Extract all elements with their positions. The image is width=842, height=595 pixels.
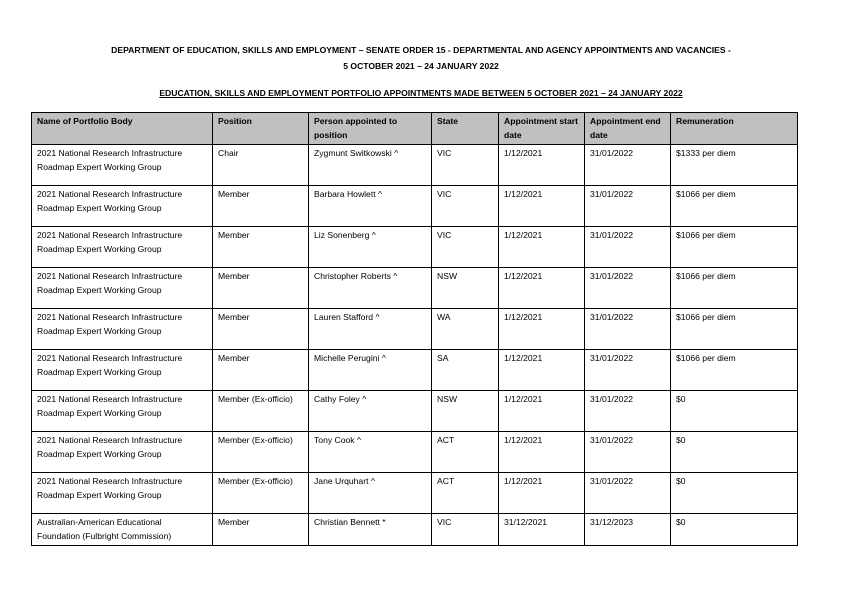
cell-portfolio-body: 2021 National Research Infrastructure Roadmap Expert Working Group [32, 309, 213, 350]
table-row [32, 391, 798, 432]
cell-position: Member (Ex-officio) [213, 391, 309, 432]
cell-person: Cathy Foley ^ [309, 391, 432, 432]
header-row [32, 113, 798, 145]
cell-remuneration: $0 [671, 432, 798, 473]
cell-remuneration: $1333 per diem [671, 145, 798, 186]
column-header-start-date: Appointment start date [499, 113, 585, 145]
cell-end-date: 31/01/2022 [585, 227, 671, 268]
cell-start-date: 1/12/2021 [499, 432, 585, 473]
cell-person: Tony Cook ^ [309, 432, 432, 473]
cell-remuneration: $0 [671, 391, 798, 432]
cell-remuneration: $1066 per diem [671, 309, 798, 350]
cell-position: Member (Ex-officio) [213, 473, 309, 514]
cell-state: VIC [432, 227, 499, 268]
column-header-remuneration: Remuneration [671, 113, 798, 145]
cell-portfolio-body: 2021 National Research Infrastructure Roadmap Expert Working Group [32, 186, 213, 227]
document-title-line2: 5 OCTOBER 2021 – 24 JANUARY 2022 [343, 61, 499, 71]
section-heading: EDUCATION, SKILLS AND EMPLOYMENT PORTFOLIO APPOINTMENTS MADE BETWEEN 5 OCTOBER 2021 – 24 JANUARY 2022 [159, 88, 683, 98]
cell-end-date: 31/01/2022 [585, 268, 671, 309]
cell-remuneration: $1066 per diem [671, 227, 798, 268]
column-header-end-date: Appointment end date [585, 113, 671, 145]
document-title [40, 42, 802, 74]
cell-portfolio-body: 2021 National Research Infrastructure Roadmap Expert Working Group [32, 473, 213, 514]
cell-portfolio-body: 2021 National Research Infrastructure Roadmap Expert Working Group [32, 145, 213, 186]
cell-start-date: 1/12/2021 [499, 309, 585, 350]
cell-position: Member [213, 186, 309, 227]
table-header [32, 113, 798, 145]
cell-state: VIC [432, 186, 499, 227]
cell-start-date: 1/12/2021 [499, 186, 585, 227]
column-header-person: Person appointed to position [309, 113, 432, 145]
cell-remuneration: $1066 per diem [671, 186, 798, 227]
cell-state: SA [432, 350, 499, 391]
cell-end-date: 31/01/2022 [585, 309, 671, 350]
cell-person: Liz Sonenberg ^ [309, 227, 432, 268]
cell-state: WA [432, 309, 499, 350]
cell-portfolio-body: 2021 National Research Infrastructure Roadmap Expert Working Group [32, 227, 213, 268]
table-row [32, 432, 798, 473]
cell-remuneration: $0 [671, 514, 798, 546]
cell-portfolio-body: 2021 National Research Infrastructure Roadmap Expert Working Group [32, 391, 213, 432]
cell-position: Member [213, 227, 309, 268]
cell-end-date: 31/01/2022 [585, 186, 671, 227]
cell-person: Michelle Perugini ^ [309, 350, 432, 391]
cell-person: Barbara Howlett ^ [309, 186, 432, 227]
table-row [32, 473, 798, 514]
cell-person: Christian Bennett * [309, 514, 432, 546]
cell-state: ACT [432, 432, 499, 473]
cell-person: Christopher Roberts ^ [309, 268, 432, 309]
cell-state: NSW [432, 268, 499, 309]
table-row [32, 145, 798, 186]
cell-person: Zygmunt Switkowski ^ [309, 145, 432, 186]
cell-remuneration: $1066 per diem [671, 350, 798, 391]
cell-end-date: 31/01/2022 [585, 473, 671, 514]
cell-state: NSW [432, 391, 499, 432]
cell-start-date: 1/12/2021 [499, 350, 585, 391]
cell-state: ACT [432, 473, 499, 514]
cell-state: VIC [432, 514, 499, 546]
cell-end-date: 31/12/2023 [585, 514, 671, 546]
cell-person: Lauren Stafford ^ [309, 309, 432, 350]
cell-end-date: 31/01/2022 [585, 432, 671, 473]
cell-position: Member [213, 350, 309, 391]
table-row [32, 350, 798, 391]
column-header-position: Position [213, 113, 309, 145]
cell-position: Member (Ex-officio) [213, 432, 309, 473]
cell-start-date: 1/12/2021 [499, 473, 585, 514]
table-row [32, 514, 798, 546]
cell-position: Member [213, 514, 309, 546]
cell-start-date: 31/12/2021 [499, 514, 585, 546]
appointments-table [31, 112, 798, 546]
cell-end-date: 31/01/2022 [585, 350, 671, 391]
cell-start-date: 1/12/2021 [499, 268, 585, 309]
cell-portfolio-body: 2021 National Research Infrastructure Roadmap Expert Working Group [32, 350, 213, 391]
cell-position: Member [213, 268, 309, 309]
table-row [32, 227, 798, 268]
cell-person: Jane Urquhart ^ [309, 473, 432, 514]
document-title-line1: DEPARTMENT OF EDUCATION, SKILLS AND EMPLOYMENT – SENATE ORDER 15 - DEPARTMENTAL AND AGENCY APPOINTMENTS AND VACANCIES - [111, 45, 731, 55]
cell-portfolio-body: 2021 National Research Infrastructure Roadmap Expert Working Group [32, 268, 213, 309]
cell-state: VIC [432, 145, 499, 186]
cell-end-date: 31/01/2022 [585, 391, 671, 432]
cell-end-date: 31/01/2022 [585, 145, 671, 186]
table-row [32, 268, 798, 309]
cell-portfolio-body: Australian-American Educational Foundation (Fulbright Commission) [32, 514, 213, 546]
cell-position: Chair [213, 145, 309, 186]
cell-position: Member [213, 309, 309, 350]
table-row [32, 309, 798, 350]
column-header-portfolio-body: Name of Portfolio Body [32, 113, 213, 145]
table-row [32, 186, 798, 227]
cell-remuneration: $0 [671, 473, 798, 514]
cell-portfolio-body: 2021 National Research Infrastructure Roadmap Expert Working Group [32, 432, 213, 473]
cell-start-date: 1/12/2021 [499, 145, 585, 186]
cell-remuneration: $1066 per diem [671, 268, 798, 309]
cell-start-date: 1/12/2021 [499, 391, 585, 432]
table-body [32, 145, 798, 546]
cell-start-date: 1/12/2021 [499, 227, 585, 268]
column-header-state: State [432, 113, 499, 145]
